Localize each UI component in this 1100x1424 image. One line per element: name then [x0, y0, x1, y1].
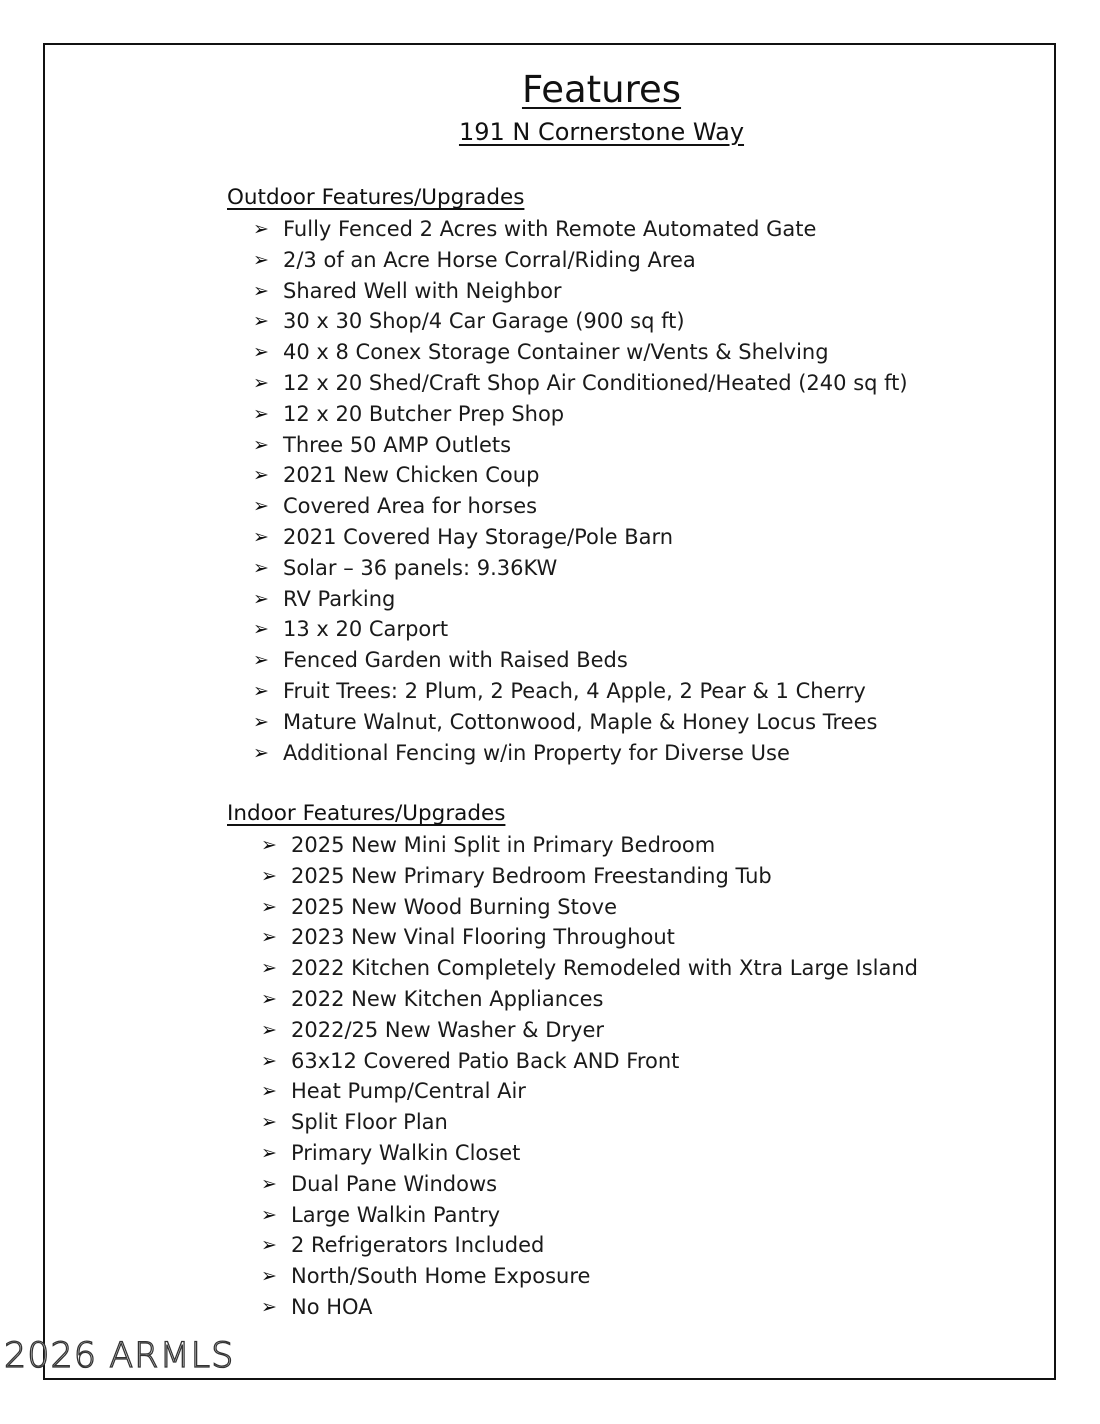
- indoor-feature-text: 2 Refrigerators Included: [291, 1233, 545, 1258]
- outdoor-feature-text: Fully Fenced 2 Acres with Remote Automated Gate: [283, 217, 817, 241]
- copyright-watermark: 2026 ARMLS: [4, 1336, 235, 1376]
- property-address: 191 N Cornerstone Way: [458, 118, 745, 146]
- outdoor-feature-item: [253, 676, 908, 707]
- arrowhead-bullet-icon: ➢: [253, 741, 269, 764]
- indoor-feature-item: [261, 1230, 918, 1261]
- indoor-features-list: [261, 830, 918, 1323]
- indoor-feature-text: 2022 Kitchen Completely Remodeled with Xtra Large Island: [291, 956, 919, 981]
- indoor-feature-item: [261, 1107, 918, 1138]
- indoor-feature-text: 2025 New Wood Burning Stove: [291, 894, 618, 919]
- indoor-feature-text: Heat Pump/Central Air: [291, 1079, 526, 1104]
- outdoor-feature-item: [253, 399, 908, 430]
- indoor-feature-text: 63x12 Covered Patio Back AND Front: [291, 1048, 680, 1073]
- arrowhead-bullet-icon: ➢: [253, 310, 269, 333]
- arrowhead-bullet-icon: ➢: [261, 1172, 277, 1195]
- arrowhead-bullet-icon: ➢: [253, 495, 269, 518]
- arrowhead-bullet-icon: ➢: [261, 1111, 277, 1134]
- outdoor-feature-text: RV Parking: [283, 586, 396, 611]
- indoor-feature-item: [261, 953, 918, 984]
- arrowhead-bullet-icon: ➢: [261, 895, 277, 918]
- indoor-feature-item: [261, 984, 918, 1015]
- arrowhead-bullet-icon: ➢: [253, 402, 269, 425]
- outdoor-feature-text: Covered Area for horses: [283, 494, 538, 519]
- outdoor-feature-item: [253, 245, 908, 276]
- outdoor-feature-item: [253, 430, 908, 461]
- arrowhead-bullet-icon: ➢: [253, 587, 269, 610]
- outdoor-feature-text: 2021 Covered Hay Storage/Pole Barn: [283, 524, 674, 549]
- indoor-feature-text: 2022 New Kitchen Appliances: [291, 986, 604, 1011]
- outdoor-section-heading: Outdoor Features/Upgrades: [227, 185, 525, 210]
- indoor-section-heading: Indoor Features/Upgrades: [227, 801, 506, 826]
- outdoor-feature-text: 13 x 20 Carport: [283, 617, 449, 642]
- arrowhead-bullet-icon: ➢: [253, 279, 269, 302]
- arrowhead-bullet-icon: ➢: [261, 926, 277, 949]
- arrowhead-bullet-icon: ➢: [253, 371, 269, 394]
- indoor-feature-item: [261, 1076, 918, 1107]
- indoor-feature-text: 2023 New Vinal Flooring Throughout: [291, 925, 675, 950]
- outdoor-feature-item: [253, 491, 908, 522]
- indoor-feature-item: [261, 1261, 918, 1292]
- outdoor-feature-item: [253, 214, 908, 245]
- arrowhead-bullet-icon: ➢: [261, 834, 277, 856]
- outdoor-feature-item: [253, 553, 908, 584]
- arrowhead-bullet-icon: ➢: [253, 525, 269, 548]
- outdoor-feature-item: [253, 460, 908, 491]
- indoor-feature-item: [261, 1292, 918, 1323]
- indoor-feature-item: [261, 1200, 918, 1231]
- arrowhead-bullet-icon: ➢: [253, 464, 269, 487]
- indoor-feature-text: North/South Home Exposure: [291, 1264, 591, 1289]
- outdoor-feature-item: [253, 522, 908, 553]
- arrowhead-bullet-icon: ➢: [253, 710, 269, 733]
- indoor-feature-text: No HOA: [291, 1294, 373, 1319]
- outdoor-feature-item: [253, 337, 908, 368]
- outdoor-feature-item: [253, 306, 908, 337]
- outdoor-feature-text: 30 x 30 Shop/4 Car Garage (900 sq ft): [283, 309, 685, 334]
- indoor-feature-text: 2025 New Primary Bedroom Freestanding Tub: [291, 863, 772, 888]
- indoor-feature-item: [261, 1169, 918, 1200]
- arrowhead-bullet-icon: ➢: [253, 649, 269, 672]
- outdoor-feature-text: 2/3 of an Acre Horse Corral/Riding Area: [283, 247, 696, 272]
- outdoor-feature-text: Fruit Trees: 2 Plum, 2 Peach, 4 Apple, 2 Pear & 1 Cherry: [283, 678, 866, 703]
- arrowhead-bullet-icon: ➢: [253, 618, 269, 641]
- page-title: Features: [521, 68, 682, 111]
- indoor-feature-item: [261, 1015, 918, 1046]
- outdoor-feature-item: [253, 738, 908, 769]
- arrowhead-bullet-icon: ➢: [261, 1080, 277, 1103]
- outdoor-feature-item: [253, 614, 908, 645]
- outdoor-feature-text: 12 x 20 Butcher Prep Shop: [283, 401, 565, 426]
- arrowhead-bullet-icon: ➢: [261, 1295, 277, 1318]
- indoor-feature-item: [261, 830, 918, 861]
- outdoor-feature-text: Shared Well with Neighbor: [283, 278, 562, 303]
- indoor-feature-text: 2025 New Mini Split in Primary Bedroom: [291, 833, 716, 857]
- outdoor-feature-text: 40 x 8 Conex Storage Container w/Vents & Shelving: [283, 340, 829, 365]
- outdoor-feature-text: Three 50 AMP Outlets: [283, 432, 512, 457]
- indoor-feature-item: [261, 892, 918, 923]
- arrowhead-bullet-icon: ➢: [261, 1141, 277, 1164]
- outdoor-feature-text: Fenced Garden with Raised Beds: [283, 648, 628, 673]
- outdoor-feature-text: Additional Fencing w/in Property for Diverse Use: [283, 740, 790, 765]
- indoor-feature-item: [261, 1046, 918, 1077]
- indoor-feature-text: Split Floor Plan: [291, 1110, 448, 1135]
- indoor-feature-item: [261, 1138, 918, 1169]
- arrowhead-bullet-icon: ➢: [261, 864, 277, 887]
- indoor-feature-text: Large Walkin Pantry: [291, 1202, 501, 1227]
- arrowhead-bullet-icon: ➢: [261, 1049, 277, 1072]
- arrowhead-bullet-icon: ➢: [261, 1265, 277, 1288]
- indoor-feature-text: 2022/25 New Washer & Dryer: [291, 1017, 605, 1042]
- arrowhead-bullet-icon: ➢: [261, 1234, 277, 1257]
- indoor-feature-text: Dual Pane Windows: [291, 1171, 498, 1196]
- indoor-feature-item: [261, 861, 918, 892]
- arrowhead-bullet-icon: ➢: [253, 433, 269, 456]
- outdoor-feature-item: [253, 645, 908, 676]
- outdoor-feature-item: [253, 368, 908, 399]
- outdoor-features-list: [253, 214, 908, 768]
- outdoor-feature-text: 12 x 20 Shed/Craft Shop Air Conditioned/Heated (240 sq ft): [283, 370, 908, 395]
- arrowhead-bullet-icon: ➢: [253, 218, 269, 240]
- arrowhead-bullet-icon: ➢: [261, 1018, 277, 1041]
- arrowhead-bullet-icon: ➢: [261, 1203, 277, 1226]
- arrowhead-bullet-icon: ➢: [261, 987, 277, 1010]
- arrowhead-bullet-icon: ➢: [253, 556, 269, 579]
- outdoor-feature-text: 2021 New Chicken Coup: [283, 463, 540, 488]
- indoor-feature-text: Primary Walkin Closet: [291, 1140, 521, 1165]
- outdoor-feature-item: [253, 707, 908, 738]
- arrowhead-bullet-icon: ➢: [253, 248, 269, 271]
- outdoor-feature-text: Solar – 36 panels: 9.36KW: [283, 555, 558, 580]
- outdoor-feature-item: [253, 584, 908, 615]
- indoor-feature-item: [261, 922, 918, 953]
- arrowhead-bullet-icon: ➢: [253, 679, 269, 702]
- outdoor-feature-text: Mature Walnut, Cottonwood, Maple & Honey Locus Trees: [283, 709, 878, 734]
- arrowhead-bullet-icon: ➢: [253, 341, 269, 364]
- arrowhead-bullet-icon: ➢: [261, 957, 277, 980]
- outdoor-feature-item: [253, 276, 908, 307]
